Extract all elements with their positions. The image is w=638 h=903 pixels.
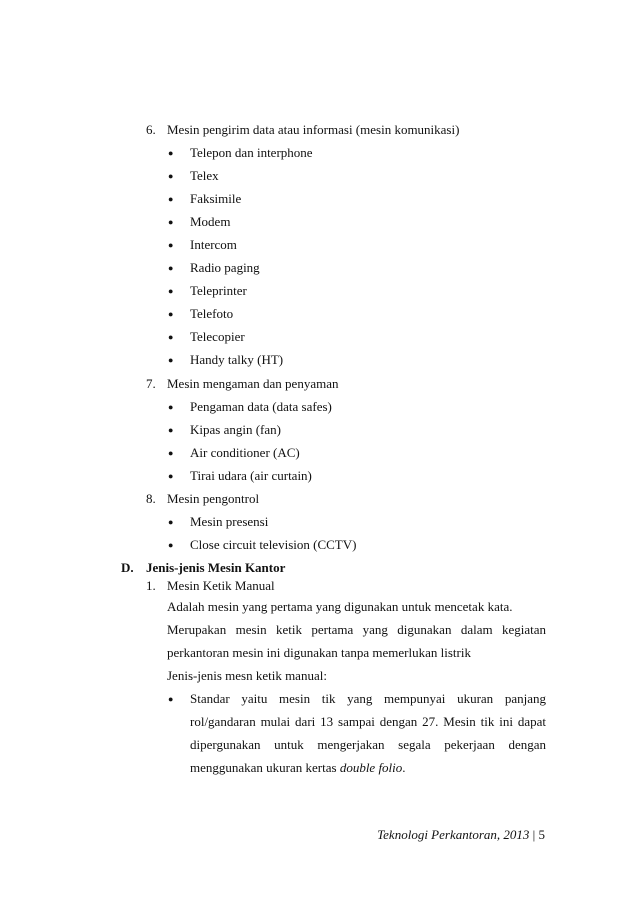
list-number-8: 8. <box>146 491 156 506</box>
section-6-list-item: Modem <box>190 214 231 229</box>
bullet-last-italic: double folio <box>339 760 403 775</box>
bullet-paragraph-line-2: rol/gandaran mulai dari 13 sampai dengan 27. Mesin tik ini dapat <box>190 714 546 729</box>
section-6-title: Mesin pengirim data atau informasi (mesin komunikasi) <box>167 122 460 137</box>
list-number-6: 6. <box>146 122 156 137</box>
bullet-icon: ● <box>168 448 174 458</box>
subsection-1-title: Mesin Ketik Manual <box>167 578 275 593</box>
section-6-list-item: Teleprinter <box>190 283 247 298</box>
footer-separator: | <box>529 827 539 842</box>
bullet-icon: ● <box>168 309 174 319</box>
section-7-title: Mesin mengaman dan penyaman <box>167 376 339 391</box>
section-6-list-item: Faksimile <box>190 191 242 206</box>
bullet-icon: ● <box>168 263 174 273</box>
bullet-icon: ● <box>168 286 174 296</box>
bullet-icon: ● <box>168 471 174 481</box>
paragraph-2-line-1: Merupakan mesin ketik pertama yang digunakan dalam kegiatan <box>167 622 546 637</box>
section-6-list-item: Radio paging <box>190 260 260 275</box>
bullet-icon: ● <box>168 355 174 365</box>
bullet-paragraph-line-1: Standar yaitu mesin tik yang mempunyai ukuran panjang <box>190 691 546 706</box>
section-8-list-item: Mesin presensi <box>190 514 269 529</box>
paragraph-1: Adalah mesin yang pertama yang digunakan untuk mencetak kata. <box>167 599 513 614</box>
bullet-icon: ● <box>168 694 174 704</box>
bullet-icon: ● <box>168 171 174 181</box>
page-number: 5 <box>538 827 545 842</box>
list-number-1: 1. <box>146 578 156 593</box>
footer-text: Teknologi Perkantoran, 2013 <box>377 827 530 842</box>
bullet-paragraph-line-4 <box>190 760 406 776</box>
section-d-letter: D. <box>121 560 134 575</box>
bullet-icon: ● <box>168 332 174 342</box>
section-6-list-item: Telecopier <box>190 329 245 344</box>
bullet-icon: ● <box>168 148 174 158</box>
bullet-icon: ● <box>168 402 174 412</box>
section-6-list-item: Telepon dan interphone <box>190 145 313 160</box>
section-7-list-item: Pengaman data (data safes) <box>190 399 332 414</box>
bullet-paragraph-line-3: dipergunakan untuk mengerjakan segala pekerjaan dengan <box>190 737 546 752</box>
bullet-icon: ● <box>168 194 174 204</box>
section-7-list-item: Tirai udara (air curtain) <box>190 468 312 483</box>
bullet-icon: ● <box>168 425 174 435</box>
section-7-list-item: Air conditioner (AC) <box>190 445 300 460</box>
section-6-list-item: Telex <box>190 168 219 183</box>
bullet-icon: ● <box>168 517 174 527</box>
section-8-list-item: Close circuit television (CCTV) <box>190 537 357 552</box>
bullet-icon: ● <box>168 540 174 550</box>
section-6-list-item: Handy talky (HT) <box>190 352 284 367</box>
bullet-last-suffix: . <box>402 760 406 775</box>
paragraph-3: Jenis-jenis mesn ketik manual: <box>167 668 327 683</box>
section-7-list-item: Kipas angin (fan) <box>190 422 281 437</box>
bullet-icon: ● <box>168 240 174 250</box>
section-8-title: Mesin pengontrol <box>167 491 260 506</box>
paragraph-2-line-2: perkantoran mesin ini digunakan tanpa memerlukan listrik <box>167 645 471 660</box>
list-number-7: 7. <box>146 376 156 391</box>
bullet-last-prefix: menggunakan ukuran kertas <box>190 760 340 775</box>
section-d-heading: Jenis-jenis Mesin Kantor <box>146 560 286 575</box>
section-6-list-item: Telefoto <box>190 306 234 321</box>
page-footer <box>0 827 545 843</box>
section-6-list-item: Intercom <box>190 237 237 252</box>
bullet-icon: ● <box>168 217 174 227</box>
